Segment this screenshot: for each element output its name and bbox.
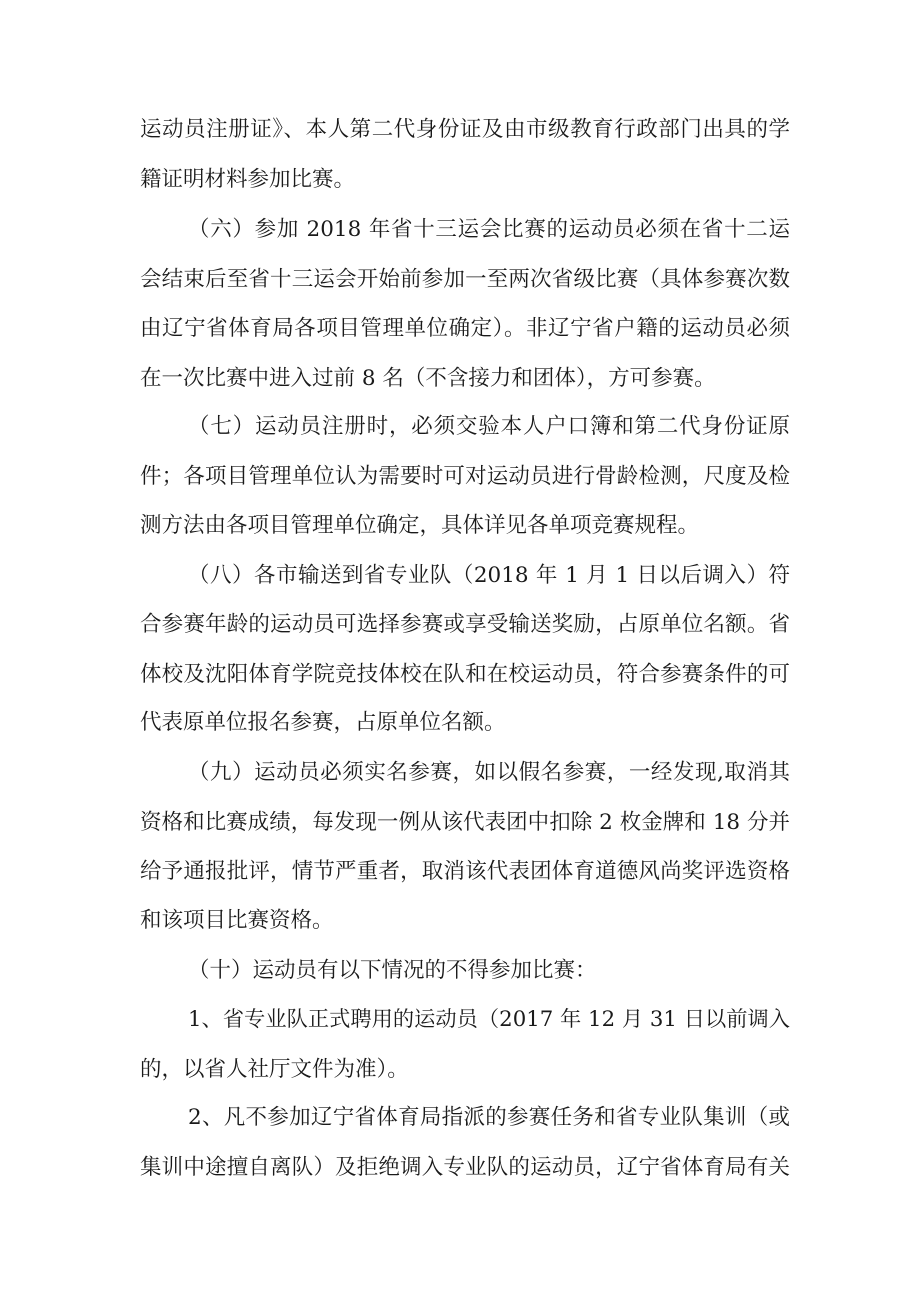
text-line: 代表原单位报名参赛，占原单位名额。 — [140, 710, 506, 735]
text-line: 运动员注册证》、本人第二代身份证及由市级教育行政部门出具的学 — [140, 117, 790, 142]
text-line: 由辽宁省体育局各项目管理单位确定）。非辽宁省户籍的运动员必须 — [140, 316, 790, 341]
paragraph-9-line: （九）运动员必须实名参赛，如以假名参赛，一经发现,取消其 — [188, 760, 790, 785]
item-1-line: 1、省专业队正式聘用的运动员（2017 年 12 月 31 日以前调入 — [188, 1007, 790, 1032]
paragraph-7-line: （七）运动员注册时，必须交验本人户口簿和第二代身份证原 — [188, 414, 790, 439]
text-line: 和该项目比赛资格。 — [140, 908, 334, 933]
text-line: 体校及沈阳体育学院竞技体校在队和在校运动员，符合参赛条件的可 — [140, 662, 790, 687]
text-line: 合参赛年龄的运动员可选择参赛或享受输送奖励，占原单位名额。省 — [140, 612, 790, 637]
text-line: 籍证明材料参加比赛。 — [140, 167, 356, 192]
text-line: 件；各项目管理单位认为需要时可对运动员进行骨龄检测，尺度及检 — [140, 464, 790, 489]
text-line: 测方法由各项目管理单位确定，具体详见各单项竞赛规程。 — [140, 513, 700, 538]
paragraph-10-line: （十）运动员有以下情况的不得参加比赛： — [188, 958, 597, 983]
text-line: 的，以省人社厅文件为准）。 — [140, 1057, 409, 1082]
text-line: 会结束后至省十三运会开始前参加一至两次省级比赛（具体参赛次数 — [140, 267, 790, 292]
text-line: 资格和比赛成绩，每发现一例从该代表团中扣除 2 枚金牌和 18 分并 — [140, 810, 790, 835]
text-line: 集训中途擅自离队）及拒绝调入专业队的运动员，辽宁省体育局有关 — [140, 1155, 790, 1180]
paragraph-8-line: （八）各市输送到省专业队（2018 年 1 月 1 日以后调入）符 — [188, 563, 790, 588]
item-2-line: 2、凡不参加辽宁省体育局指派的参赛任务和省专业队集训（或 — [188, 1105, 790, 1130]
text-line: 给予通报批评，情节严重者，取消该代表团体育道德风尚奖评选资格 — [140, 859, 790, 884]
paragraph-6-line: （六）参加 2018 年省十三运会比赛的运动员必须在省十二运 — [188, 217, 790, 242]
text-line: 在一次比赛中进入过前 8 名（不含接力和团体），方可参赛。 — [140, 366, 716, 391]
